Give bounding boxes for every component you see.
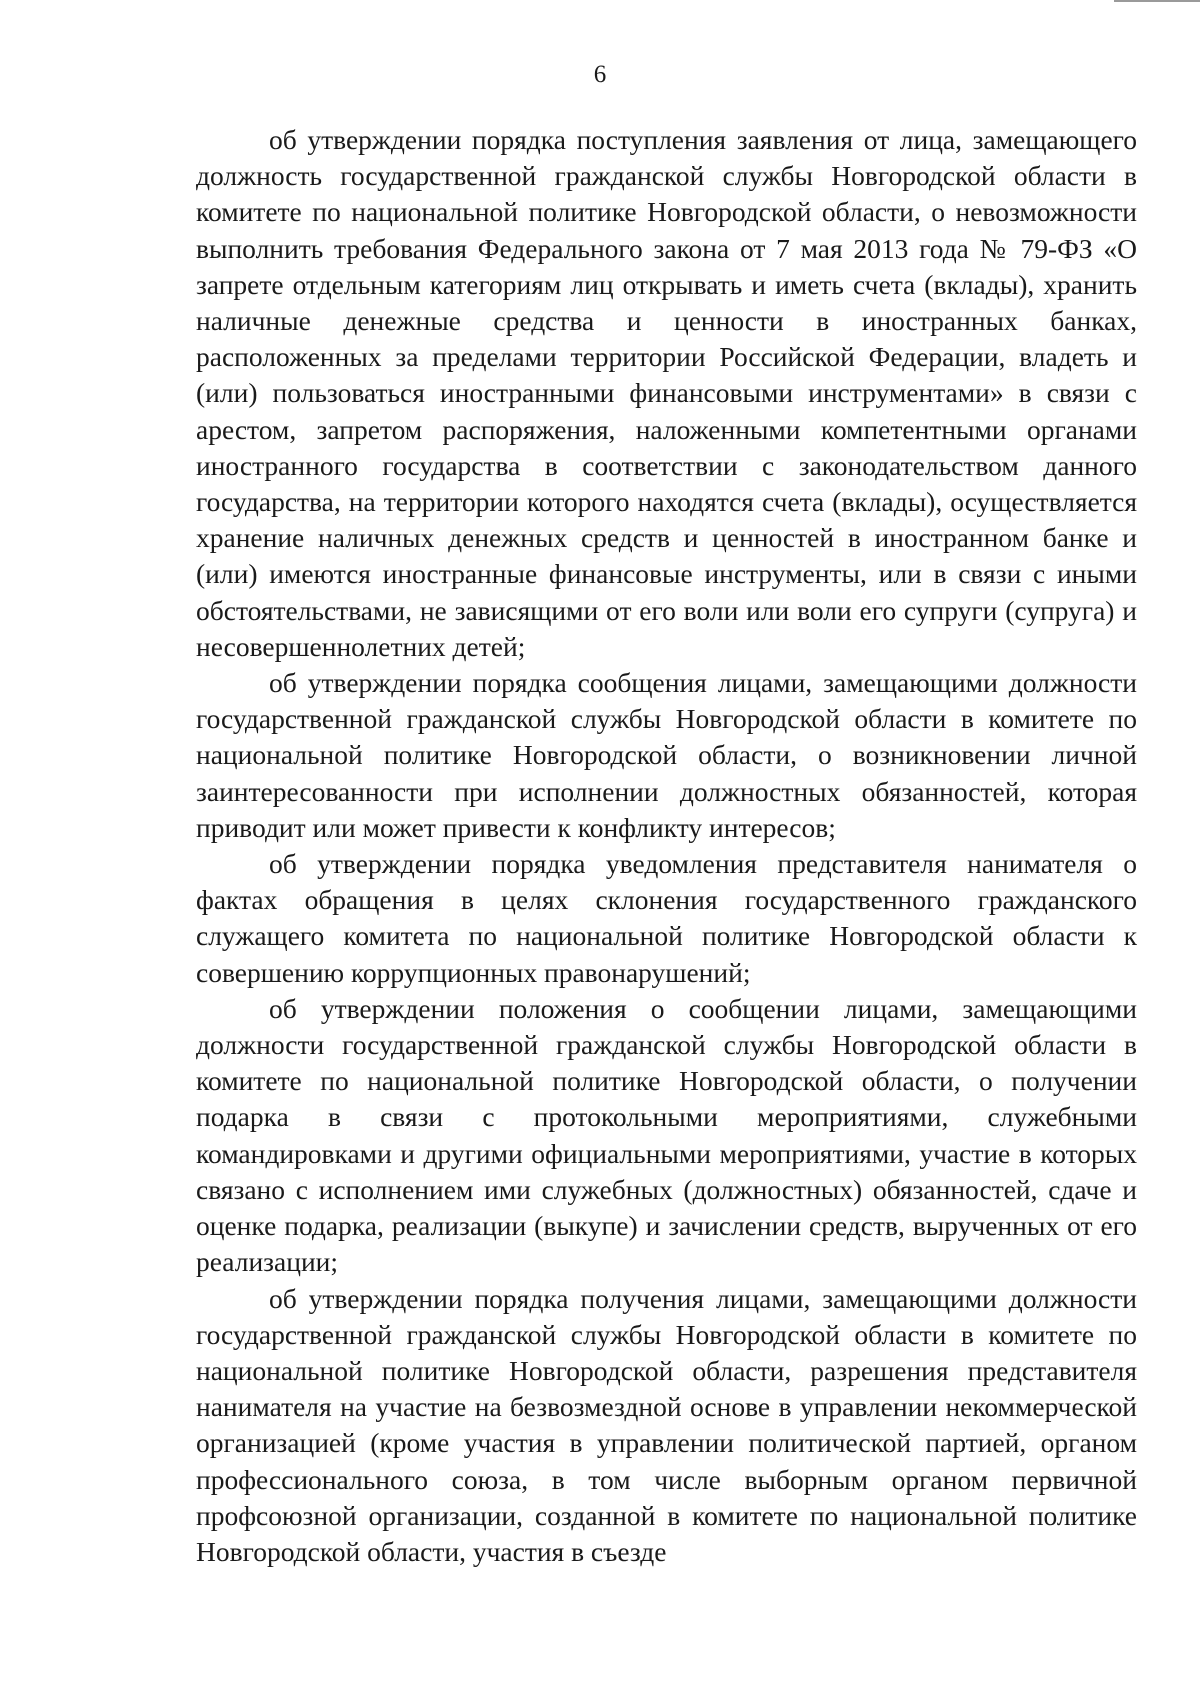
scan-edge-mark xyxy=(1114,0,1200,2)
paragraph-nonprofit-participation-procedure: об утверждении порядка получения лицами, замещающими должности государственной гражданской службы Новгородской области в комитете по национальной политике Новгородской области, разрешения представителя нанимателя на участие на безвозмездной основе в управлении некоммерческой организацией (кроме участия в управлении политической партией, органом профессионального союза, в том числе выборным органом первичной профсоюзной организации, созданной в комитете по национальной политике Новгородской области, участия в съезде xyxy=(196,1282,1137,1567)
document-body xyxy=(196,122,1137,1570)
paragraph-conflict-of-interest-procedure: об утверждении порядка сообщения лицами, замещающими должности государственной гражданской службы Новгородской области в комитете по национальной политике Новгородской области, о возникновении личной заинтересованности при исполнении должностных обязанностей, которая приводит или может привести к конфликту интересов; xyxy=(196,667,1137,843)
paragraph-foreign-accounts-procedure: об утверждении порядка поступления заявления от лица, замещающего должность государственной гражданской службы Новгородской области в комитете по национальной политике Новгородской области, о невозможности выполнить требования Федерального закона от 7 мая 2013 года № 79-ФЗ «О запрете отдельным категориям лиц открывать и иметь счета (вклады), хранить наличные денежные средства и ценности в иностранных банках, расположенных за пределами территории Российской Федерации, владеть и (или) пользоваться иностранными финансовыми инструментами» в связи с арестом, запретом распоряжения, наложенными компетентными органами иностранного государства в соответствии с законодательством данного государства, на территории которого находятся счета (вклады), осуществляется хранение наличных денежных средств и ценностей в иностранном банке и (или) имеются иностранные финансовые инструменты, или в связи с иными обстоятельствами, не зависящими от его воли или воли его супруги (супруга) и несовершеннолетних детей; xyxy=(196,124,1137,662)
page-number: 6 xyxy=(593,61,607,88)
paragraph-corruption-notification-procedure: об утверждении порядка уведомления представителя нанимателя о фактах обращения в целях склонения государственного гражданского служащего комитета по национальной политике Новгородской области к совершению коррупционных правонарушений; xyxy=(196,848,1137,988)
paragraph-gift-regulation: об утверждении положения о сообщении лицами, замещающими должности государственной гражданской службы Новгородской области в комитете по национальной политике Новгородской области, о получении подарка в связи с протокольными мероприятиями, служебными командировками и другими официальными мероприятиями, участие в которых связано с исполнением ими служебных (должностных) обязанностей, сдаче и оценке подарка, реализации (выкупе) и зачислении средств, вырученных от его реализации; xyxy=(196,992,1137,1278)
